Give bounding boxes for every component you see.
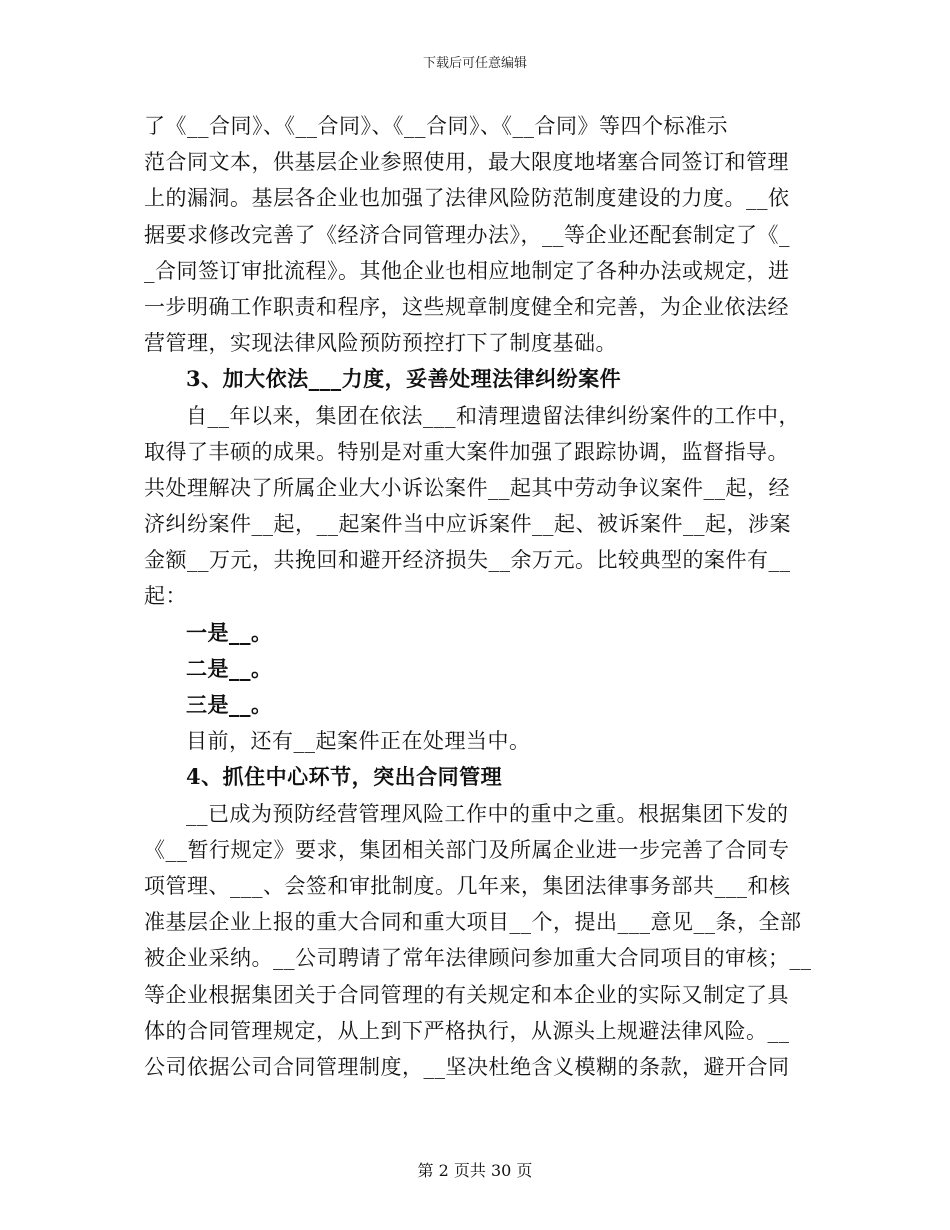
body-line: 取得了丰硕的成果。特别是对重大案件加强了跟踪协调，监督指导。: [144, 439, 789, 464]
body-line: 公司依据公司合同管理制度，__坚决杜绝含义模糊的条款，避开合同: [144, 1054, 790, 1079]
document-body: [144, 108, 812, 1085]
body-line: _合同签订审批流程》。其他企业也相应地制定了各种办法或规定，进: [144, 258, 790, 283]
body-line: 准基层企业上报的重大合同和重大项目__个，提出___意见__条，全部: [144, 910, 802, 935]
list-item: 三是__。: [186, 692, 273, 717]
body-line: 体的合同管理规定，从上到下严格执行，从源头上规避法律风险。__: [144, 1018, 790, 1043]
list-item: 一是__。: [186, 619, 273, 645]
body-line: 起：: [144, 584, 187, 609]
page-header: 下载后可任意编辑: [422, 56, 527, 71]
body-line: 项管理、___、会签和审批制度。几年来，集团法律事务部共___和核: [144, 873, 791, 898]
body-line: 了《__合同》、《__合同》、《__合同》、《__合同》等四个标准示: [144, 114, 728, 138]
body-line: 据要求修改完善了《经济合同管理办法》，__等企业还配套制定了《_: [144, 222, 790, 247]
section-heading: 4、抓住中心环节，突出合同管理: [186, 764, 503, 790]
body-line: 一步明确工作职责和程序，这些规章制度健全和完善，为企业依法经: [144, 294, 789, 319]
page-footer: 第 2 页共 30 页: [417, 1161, 533, 1180]
paragraph-first-line: 自__年以来，集团在依法___和清理遗留法律纠纷案件的工作中，: [186, 403, 800, 428]
body-line: 上的漏洞。基层各企业也加强了法律风险防范制度建设的力度。__依: [144, 186, 790, 211]
body-line: 被企业采纳。__公司聘请了常年法律顾问参加重大合同项目的审核；__: [144, 946, 812, 971]
body-line: 济纠纷案件__起，__起案件当中应诉案件__起、被诉案件__起，涉案: [144, 512, 791, 537]
body-line: 金额__万元，共挽回和避开经济损失__余万元。比较典型的案件有__: [144, 548, 791, 573]
list-item: 二是__。: [186, 655, 273, 681]
body-line: 营管理，实现法律风险预防预控打下了制度基础。: [144, 331, 617, 356]
section-heading: 3、加大依法___力度，妥善处理法律纠纷案件: [186, 366, 622, 392]
paragraph-first-line: __已成为预防经营管理风险工作中的重中之重。根据集团下发的: [186, 801, 789, 826]
body-line: 等企业根据集团关于合同管理的有关规定和本企业的实际又制定了具: [144, 982, 789, 1007]
body-line: 《__暂行规定》要求，集团相关部门及所属企业进一步完善了合同专: [144, 837, 790, 862]
body-line: 范合同文本，供基层企业参照使用，最大限度地堵塞合同签订和管理: [144, 150, 789, 175]
body-line: 共处理解决了所属企业大小诉讼案件__起其中劳动争议案件__起，经: [144, 475, 790, 500]
paragraph-first-line: 目前，还有__起案件正在处理当中。: [186, 729, 531, 754]
